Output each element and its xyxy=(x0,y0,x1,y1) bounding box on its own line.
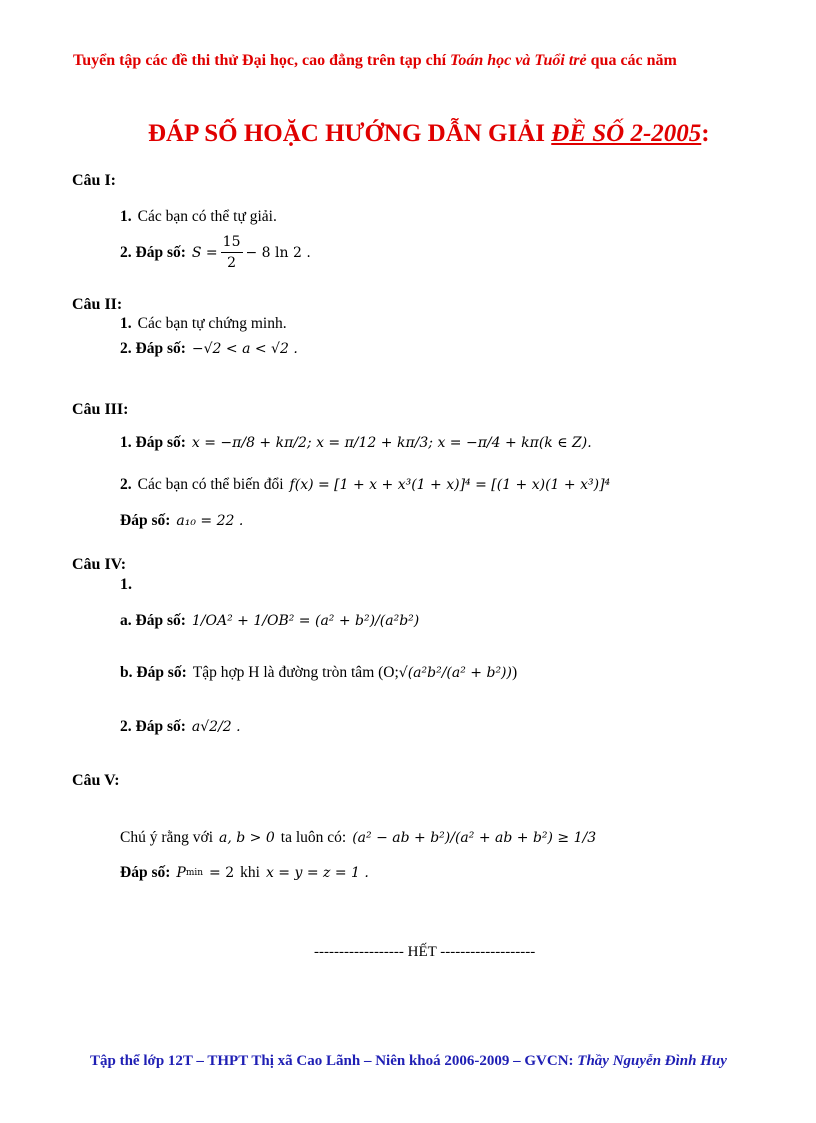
item-number: 1. xyxy=(120,315,132,332)
cau1-item1 xyxy=(120,208,277,226)
cau3-item1 xyxy=(120,434,592,452)
math-expression: a₁₀ = 22 . xyxy=(176,513,244,529)
math-subscript: min xyxy=(185,868,204,878)
math-expression: = 2 xyxy=(209,865,235,881)
answer-label: 2. Đáp số: xyxy=(120,718,186,735)
item-text: Các bạn tự chứng minh. xyxy=(137,315,287,332)
running-header xyxy=(73,52,677,70)
footer-teacher: Thầy Nguyễn Đình Huy xyxy=(577,1053,727,1069)
math-expression: P xyxy=(176,865,186,881)
cau4-item-b xyxy=(120,664,517,682)
answer-label: b. Đáp số: xyxy=(120,664,187,681)
answer-label: 2. Đáp số: xyxy=(120,340,186,357)
cau3-answer xyxy=(120,512,243,530)
section-heading-3: Câu III: xyxy=(72,401,129,418)
item-text: khi xyxy=(240,864,260,881)
item-number: 1. xyxy=(120,208,132,225)
math-expression: f(x) = [1 + x + x³(1 + x)]⁴ = [(1 + x)(1 + x³)]⁴ xyxy=(289,477,611,493)
section-heading-5: Câu V: xyxy=(72,772,120,789)
item-text-close: ) xyxy=(511,664,518,681)
answer-label: 1. Đáp số: xyxy=(120,434,186,451)
math-expression: a, b > 0 xyxy=(219,830,275,846)
math-expression: −√2 < a < √2 . xyxy=(191,341,298,357)
math-expression: a√2/2 . xyxy=(191,719,241,735)
math-expression: √(a²b²/(a² + b²)) xyxy=(398,665,512,681)
header-text: Tuyển tập các đề thi thử Đại học, cao đẳng trên tạp chí xyxy=(73,52,451,69)
cau2-item1 xyxy=(120,315,287,333)
cau5-answer xyxy=(120,864,369,882)
answer-label: Đáp số: xyxy=(120,512,171,529)
fraction-denominator: 2 xyxy=(227,255,237,271)
page-title xyxy=(148,120,710,148)
title-suffix: : xyxy=(701,120,710,147)
item-text: Các bạn có thể tự giải. xyxy=(137,208,277,225)
header-journal: Toán học và Tuổi trẻ xyxy=(450,52,587,69)
item-text: Chú ý rằng với xyxy=(120,829,214,846)
cau1-item2 xyxy=(120,234,311,271)
fraction-numerator: 15 xyxy=(221,234,243,253)
math-expression: x = y = z = 1 . xyxy=(265,865,369,881)
page-footer xyxy=(90,1053,727,1070)
answer-label: Đáp số: xyxy=(120,864,171,881)
section-heading-4: Câu IV: xyxy=(72,556,127,573)
item-text: Tập hợp H là đường tròn tâm (O; xyxy=(192,664,399,681)
section-heading-2: Câu II: xyxy=(72,296,123,313)
title-prefix: ĐÁP SỐ HOẶC HƯỚNG DẪN GIẢI xyxy=(148,120,552,147)
end-marker: ------------------ HẾT ------------------- xyxy=(314,944,536,960)
item-text: Các bạn có thể biến đổi xyxy=(137,476,284,493)
cau4-item1-number: 1. xyxy=(120,576,132,593)
math-expression: x = −π/8 + kπ/2; x = π/12 + kπ/3; x = −π/4 + kπ(k ∈ Z). xyxy=(191,435,592,451)
footer-text: Tập thể lớp 12T – THPT Thị xã Cao Lãnh – Niên khoá 2006-2009 – GVCN: xyxy=(90,1053,578,1069)
math-expression: − 8 ln 2 . xyxy=(245,244,311,261)
math-expression: 1/OA² + 1/OB² = (a² + b²)/(a²b²) xyxy=(191,613,420,629)
item-text: ta luôn có: xyxy=(280,829,347,846)
cau4-item2 xyxy=(120,718,241,736)
item-number: 2. xyxy=(120,476,132,493)
cau3-item2 xyxy=(120,476,610,494)
math-expression: S = xyxy=(191,244,218,261)
cau2-item2 xyxy=(120,340,298,358)
answer-label: a. Đáp số: xyxy=(120,612,186,629)
answer-label: 2. Đáp số: xyxy=(120,243,186,261)
title-underlined: ĐỀ SỐ 2-2005 xyxy=(551,120,702,147)
cau4-item-a xyxy=(120,612,419,630)
section-heading-1: Câu I: xyxy=(72,172,117,189)
cau5-note xyxy=(120,829,596,847)
math-expression: (a² − ab + b²)/(a² + ab + b²) ≥ 1/3 xyxy=(352,830,597,846)
fraction xyxy=(221,234,243,271)
header-text-end: qua các năm xyxy=(586,52,677,69)
